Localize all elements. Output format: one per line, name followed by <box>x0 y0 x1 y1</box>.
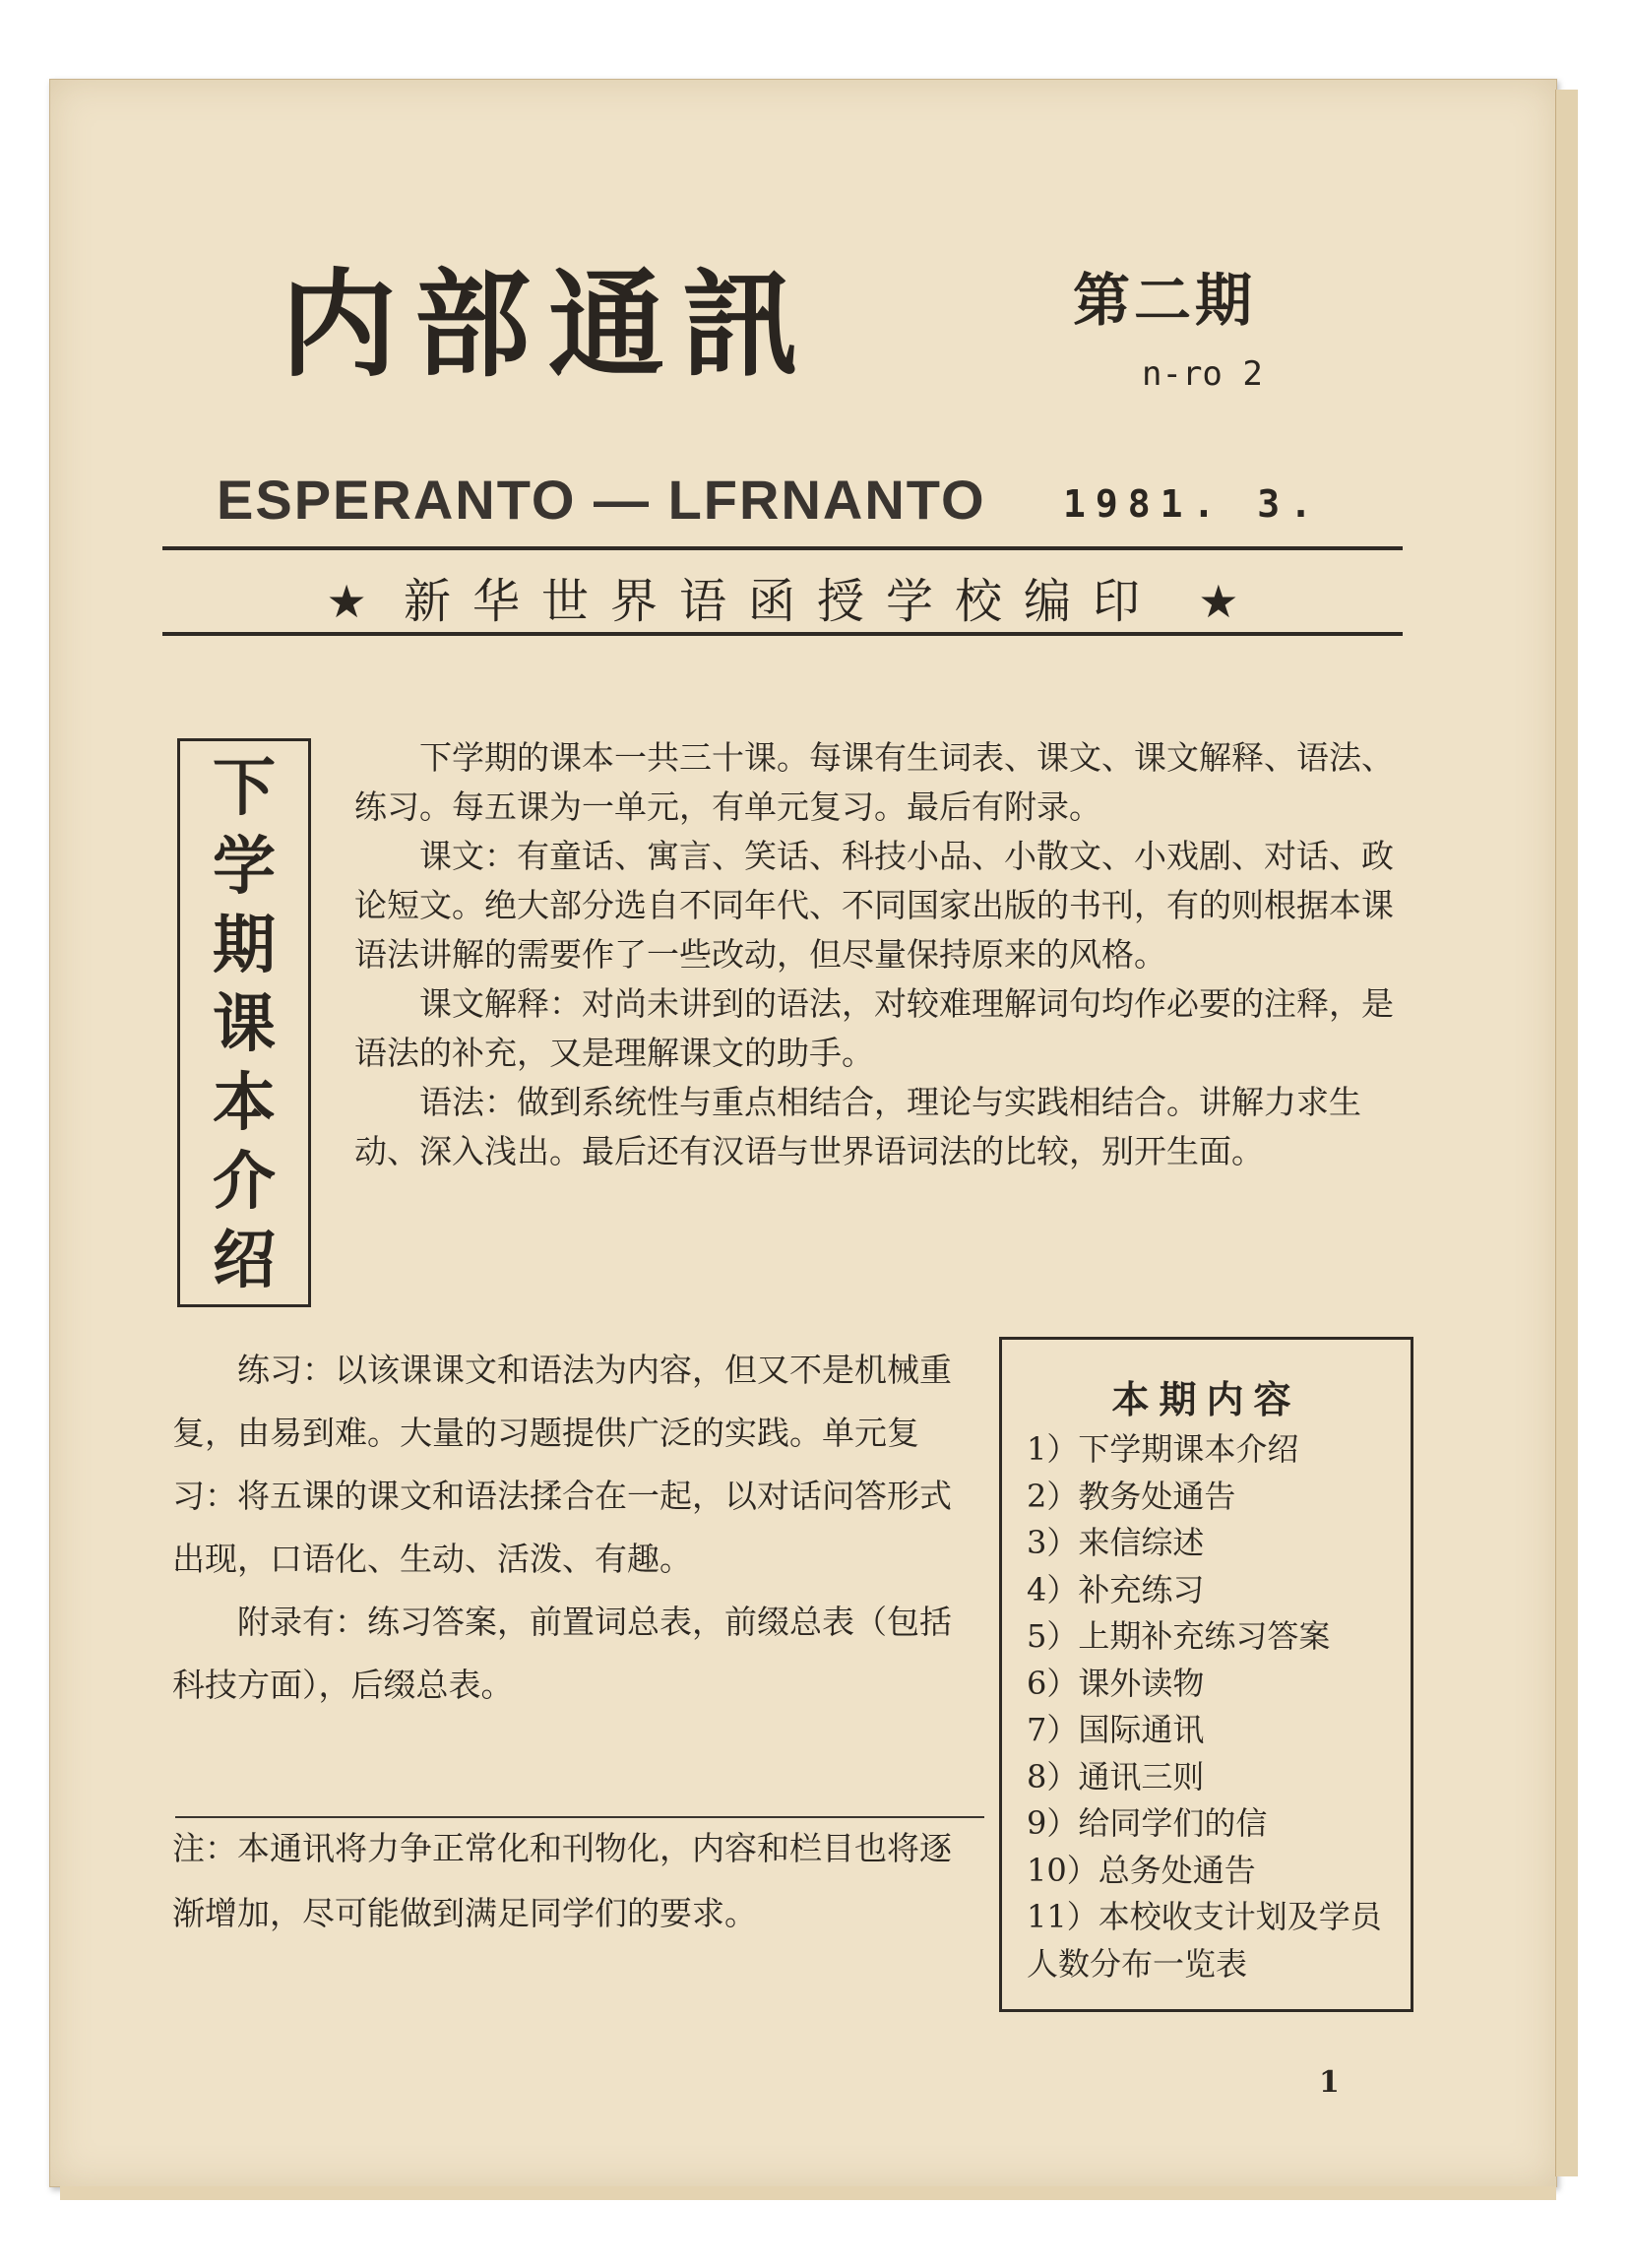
toc-list <box>1027 1426 1411 1987</box>
article-paragraph: 课文：有童话、寓言、笑话、科技小品、小散文、小戏剧、对话、政论短文。绝大部分选自不同年代、不同国家出版的书刊，有的则根据本课语法讲解的需要作了一些改动，但尽量保持原来的风格。 <box>354 837 1394 974</box>
toc-item: 5）上期补充练习答案 <box>1027 1617 1331 1655</box>
page-edge <box>1555 90 1578 2176</box>
header-rule-top <box>162 546 1403 550</box>
header-rule-bottom <box>162 632 1403 636</box>
toc-item: 11）本校收支计划及学员人数分布一览表 <box>1027 1898 1382 1983</box>
toc-item: 6）课外读物 <box>1027 1664 1205 1702</box>
vertical-title-char: 课 <box>213 987 276 1061</box>
issue-label: 第二期 <box>1073 267 1257 334</box>
toc-item: 3）来信综述 <box>1027 1524 1205 1561</box>
page-edge-bottom <box>60 2186 1556 2200</box>
editor-note: 注：本通讯将力争正常化和刊物化，内容和栏目也将逐渐增加，尽可能做到满足同学们的要求。 <box>172 1829 952 1932</box>
toc-item: 7）国际通讯 <box>1027 1711 1205 1748</box>
star-icon: ★ <box>1198 575 1239 628</box>
article-continued <box>172 1339 979 1717</box>
page-number: 1 <box>1319 2065 1340 2100</box>
vertical-title-char: 绍 <box>213 1224 276 1297</box>
vertical-title-char: 介 <box>213 1145 276 1219</box>
article-paragraph: 练习：以该课课文和语法为内容，但又不是机械重复，由易到难。大量的习题提供广泛的实践。单元复习：将五课的课文和语法揉合在一起，以对话问答形式出现，口语化、生动、活泼、有趣。 <box>172 1351 952 1578</box>
issue-date: 1981. 3. <box>1063 482 1323 526</box>
vertical-title-box <box>177 738 311 1307</box>
article-intro <box>354 733 1417 1176</box>
toc-item: 4）补充练习 <box>1027 1570 1205 1608</box>
toc-item: 2）教务处通告 <box>1027 1477 1236 1515</box>
toc-item: 8）通讯三则 <box>1027 1757 1205 1796</box>
article-paragraph: 语法：做到系统性与重点相结合，理论与实践相结合。讲解力求生动、深入浅出。最后还有汉语与世界语词法的比较，别开生面。 <box>354 1083 1361 1170</box>
vertical-title-char: 学 <box>213 830 276 904</box>
toc-title: 本期内容 <box>1111 1377 1301 1421</box>
newsletter-title: 内部通訊 <box>281 256 817 393</box>
toc-item: 9）给同学们的信 <box>1027 1804 1268 1842</box>
vertical-title <box>180 749 308 1300</box>
vertical-title-char: 下 <box>213 751 276 825</box>
article-paragraph: 课文解释：对尚未讲到的语法，对较难理解词句均作必要的注释，是语法的补充，又是理解课文的助手。 <box>354 984 1394 1072</box>
article-paragraph: 附录有：练习答案，前置词总表，前缀总表（包括科技方面），后缀总表。 <box>172 1603 952 1704</box>
toc-item: 1）下学期课本介绍 <box>1027 1430 1299 1468</box>
table-of-contents <box>999 1337 1413 2012</box>
article-paragraph: 下学期的课本一共三十课。每课有生词表、课文、课文解释、语法、练习。每五课为一单元，有单元复习。最后有附录。 <box>354 738 1394 826</box>
vertical-title-char: 本 <box>213 1066 276 1140</box>
esperanto-title: ESPERANTO — LFRNANTO <box>217 469 986 531</box>
publisher-name: 新华世界语函授学校编印 <box>403 574 1161 629</box>
publisher-line <box>162 563 1403 631</box>
toc-item: 10）总务处通告 <box>1027 1851 1256 1889</box>
vertical-title-char: 期 <box>213 909 276 982</box>
issue-code: n-ro 2 <box>1142 354 1263 394</box>
star-icon: ★ <box>326 575 367 628</box>
